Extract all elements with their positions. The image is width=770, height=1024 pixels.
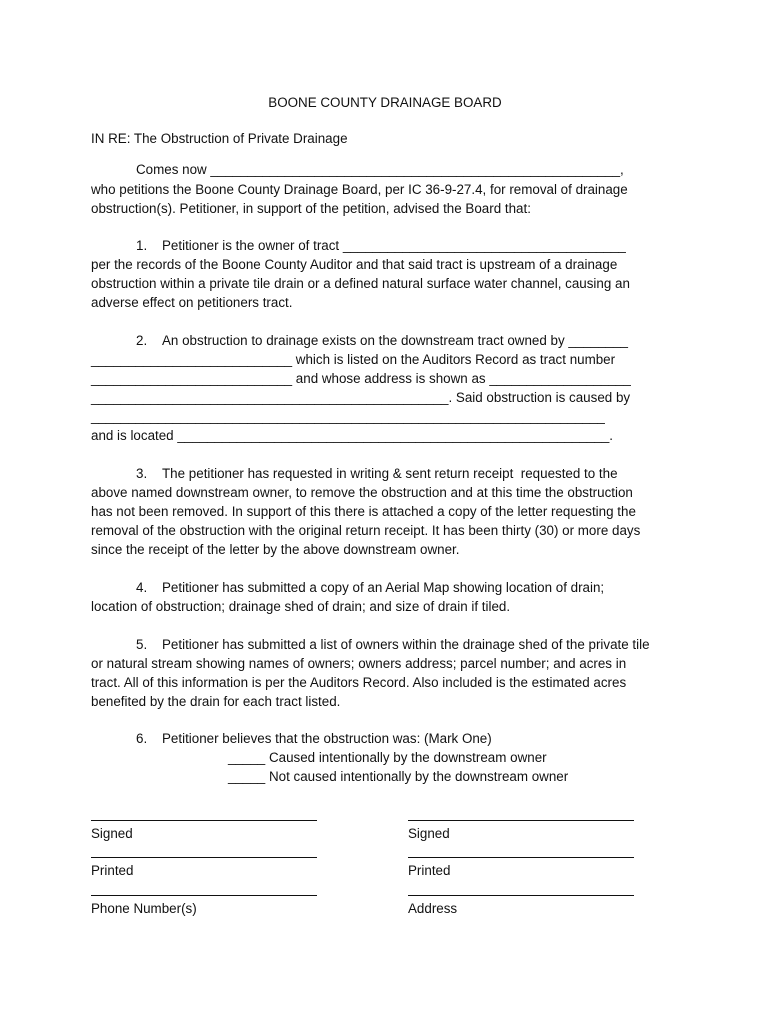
item-text: benefited by the drain for each tract listed. — [91, 694, 341, 709]
item-number: 2. — [136, 333, 148, 348]
signed-label-left: Signed — [91, 826, 133, 841]
item-number: 1. — [136, 238, 148, 253]
item-text: ___________________________ and whose address is shown as ___________________ — [91, 371, 631, 386]
intro-line-3: obstruction(s). Petitioner, in support of the petition, advised the Board that: — [91, 201, 531, 216]
item-text: tract. All of this information is per the Auditors Record. Also included is the estimated acres — [91, 675, 627, 690]
item-text: has not been removed. In support of this there is attached a copy of the letter requesting the — [91, 504, 636, 519]
item-text: _____________________________________________________________________ — [91, 409, 605, 424]
address-line[interactable] — [408, 895, 634, 896]
option-caused-intentionally[interactable]: _____ Caused intentionally by the downstream owner — [228, 750, 547, 765]
item-text: obstruction within a private tile drain or a defined natural surface water channel, causing an — [91, 276, 630, 291]
item-text: Petitioner has submitted a list of owners within the drainage shed of the private tile — [162, 637, 650, 652]
item-text: ___________________________ which is listed on the Auditors Record as tract number — [91, 352, 616, 367]
item-number: 4. — [136, 580, 148, 595]
option-not-caused-intentionally[interactable]: _____ Not caused intentionally by the downstream owner — [228, 769, 569, 784]
printed-line-left[interactable] — [91, 857, 317, 858]
item-text: The petitioner has requested in writing & sent return receipt requested to the — [162, 466, 618, 481]
item-text: ________________________________________________. Said obstruction is caused by — [91, 390, 631, 405]
item-text: since the receipt of the letter by the above downstream owner. — [91, 542, 460, 557]
item-text: per the records of the Boone County Auditor and that said tract is upstream of a drainage — [91, 257, 618, 272]
in-re-line: IN RE: The Obstruction of Private Drainage — [91, 131, 348, 146]
item-number: 6. — [136, 731, 148, 746]
item-number: 3. — [136, 466, 148, 481]
item-text: and is located __________________________________________________________. — [91, 428, 614, 443]
form-title: BOONE COUNTY DRAINAGE BOARD — [268, 95, 502, 110]
phone-label: Phone Number(s) — [91, 901, 197, 916]
item-1-first-line — [136, 236, 626, 255]
item-text: Petitioner is the owner of tract ______________________________________ — [162, 238, 626, 253]
item-text: or natural stream showing names of owners; owners address; parcel number; and acres in — [91, 656, 627, 671]
item-4-first-line — [136, 578, 604, 597]
intro-line-2: who petitions the Boone County Drainage Board, per IC 36-9-27.4, for removal of drainage — [91, 182, 628, 197]
item-text: adverse effect on petitioners tract. — [91, 295, 293, 310]
item-text: Petitioner has submitted a copy of an Aerial Map showing location of drain; — [162, 580, 605, 595]
signed-line-left[interactable] — [91, 820, 317, 821]
item-3-first-line — [136, 464, 618, 483]
signed-line-right[interactable] — [408, 820, 634, 821]
item-text: location of obstruction; drainage shed of drain; and size of drain if tiled. — [91, 599, 511, 614]
phone-line[interactable] — [91, 895, 317, 896]
item-text: removal of the obstruction with the original return receipt. It has been thirty (30) or more days — [91, 523, 641, 538]
signed-label-right: Signed — [408, 826, 450, 841]
item-6-first-line — [136, 729, 492, 748]
item-2-first-line — [136, 331, 628, 350]
item-text: Petitioner believes that the obstruction was: (Mark One) — [162, 731, 492, 746]
address-label: Address — [408, 901, 458, 916]
printed-line-right[interactable] — [408, 857, 634, 858]
item-text: above named downstream owner, to remove the obstruction and at this time the obstruction — [91, 485, 633, 500]
item-text: An obstruction to drainage exists on the downstream tract owned by ________ — [162, 333, 628, 348]
printed-label-right: Printed — [408, 863, 451, 878]
printed-label-left: Printed — [91, 863, 134, 878]
intro-line-1: Comes now _______________________________________________________, — [136, 162, 624, 177]
item-5-first-line — [136, 635, 650, 654]
item-number: 5. — [136, 637, 148, 652]
